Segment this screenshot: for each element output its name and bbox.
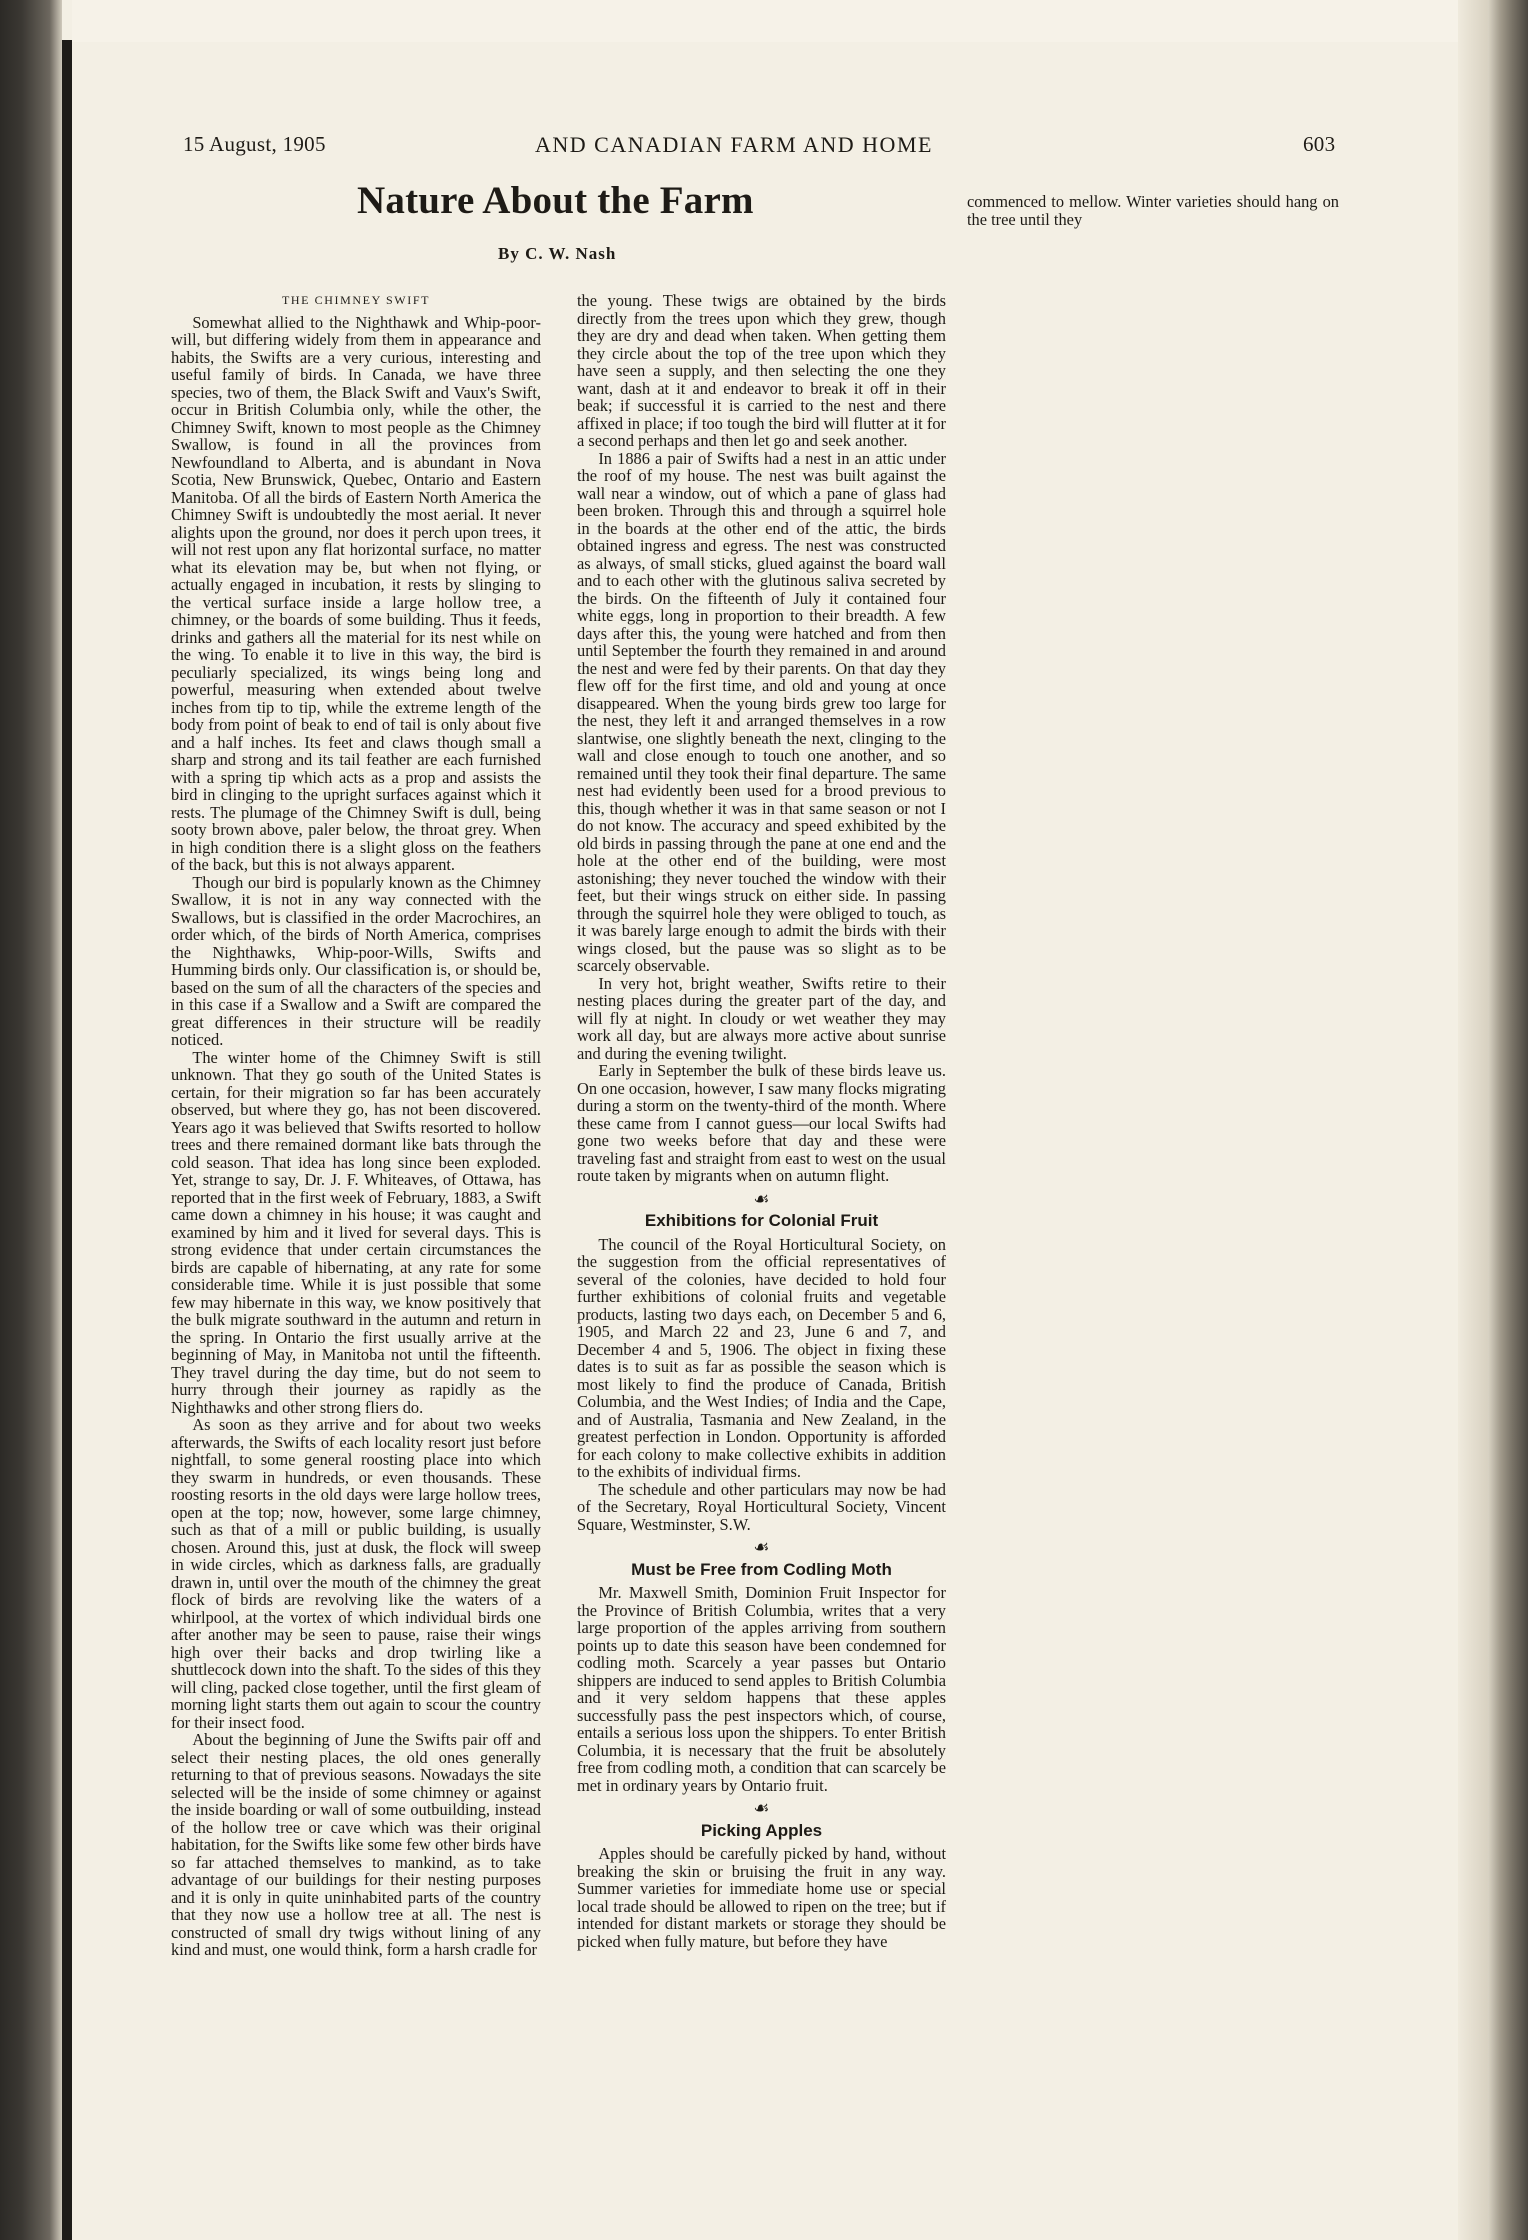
article-subhead: THE CHIMNEY SWIFT — [281, 293, 431, 307]
header-date: 15 August, 1905 — [183, 132, 326, 156]
ornament-divider: ☙ — [753, 1188, 770, 1209]
article-byline: By C. W. Nash — [498, 244, 617, 263]
ornament-divider: ☙ — [753, 1798, 770, 1818]
ornament-divider: ☙ — [753, 1537, 770, 1557]
article-paragraph: As soon as they arrive and for about two weeks afterwards, the Swifts of each locality resort just before nightfall, to some general roosting place into which they swarm in hundreds, or even thousands. These roosting resorts in the old days were large hollow trees, open at the top; now, however, some large chimney, such as that of a mill or public building, is usually chosen. Around this, just at dusk, the flock will sweep in wide circles, which as darkness falls, are gradually drawn in, until over the mouth of the chimney the great flock of birds are revolving like the waters of a whirlpool, at the vortex of which individual birds one after another may be seen to pause, raise their wings high over their backs and drop twirling like a shuttlecock down into the shaft. To the sides of this they will cling, packed close together, until the first gleam of morning light starts them out again to scour the country for their insect food. — [171, 1415, 541, 1732]
picking-paragraph: Apples should be carefully picked by hand, without breaking the skin or bruising the fruit in any way. Summer varieties for immediate home use or special local trade should be allowed to ripen on the tree; but if intended for distant markets or storage they should be picked when fully mature, but before they have — [577, 1844, 946, 1951]
section-heading-exhibitions: Exhibitions for Colonial Fruit — [644, 1211, 879, 1230]
header-publication: AND CANADIAN FARM AND HOME — [535, 132, 933, 157]
column-3 — [967, 193, 1339, 228]
column-2 — [577, 292, 946, 1950]
column-1 — [171, 292, 541, 1959]
article-title: Nature About the Farm — [357, 179, 754, 222]
section-heading-picking: Picking Apples — [700, 1820, 823, 1840]
page-edge-stack — [1488, 0, 1528, 2240]
book-binding — [0, 0, 62, 2240]
article-paragraph: About the beginning of June the Swifts pair off and select their nesting places, the old ones generally returning to that of previous seasons. Nowadays the site selected will be the inside of some chimney or against the inside boarding or wall of some outbuilding, instead of the hollow tree or cave which was their original habitation, for the Swifts like some few other birds have so far attached themselves to mankind, as to take advantage of our buildings for their nesting purposes and it is only in quite uninhabited parts of the country that they now use a hollow tree at all. The nest is constructed of small dry twigs without lining of any kind and must, one would think, form a harsh cradle for — [171, 1730, 541, 1959]
article-paragraph: Somewhat allied to the Nighthawk and Whip-poor-will, but differing widely from them in appearance and habits, the Swifts are a very curious, interesting and useful family of birds. In Canada, we have three species, two of them, the Black Swift and Vaux's Swift, occur in British Columbia only, while the other, the Chimney Swift, known to most people as the Chimney Swallow, is found in all the provinces from Newfoundland to Alberta, and is abundant in Nova Scotia, New Brunswick, Quebec, Ontario and Eastern Manitoba. Of all the birds of Eastern North America the Chimney Swift is undoubtedly the most aerial. It never alights upon the ground, nor does it perch upon trees, it will not rest upon any flat horizontal surface, no matter what its elevation may be, but when not flying, or actually engaged in incubation, it rests by slinging to the vertical surface inside a large hollow tree, a chimney, or the boards of some building. Thus it feeds, drinks and gathers all the material for its nest while on the wing. To enable it to live in this way, the bird is peculiarly specialized, its wings being long and powerful, measuring when extended about twelve inches from tip to tip, while the extreme length of the body from point of beak to end of tail is only about five and a half inches. Its feet and claws though small a sharp and strong and its tail feather are each furnished with a spring tip which acts as a prop and assists the bird in clinging to the upright surfaces against which it rests. The plumage of the Chimney Swift is dull, being sooty brown above, paler below, the throat grey. When in high condition there is a slight gloss on the feathers of the back, but this is not always apparent. — [171, 312, 541, 874]
top-margin — [72, 0, 1458, 42]
article-paragraph: In 1886 a pair of Swifts had a nest in an attic under the roof of my house. The nest was built against the wall near a window, out of which a pane of glass had been broken. Through this and through a squirrel hole in the boards at the other end of the attic, the birds obtained ingress and egress. The nest was constructed as always, of small sticks, glued against the board wall and to each other with the glutinous saliva secreted by the birds. On the fifteenth of July it contained four white eggs, long in proportion to their breadth. A few days after this, the young were hatched and from then until September the fourth they remained in and around the nest and were fed by their parents. On that day they flew off for the first time, and old and young at once disappeared. When the young birds grew too large for the nest, they left it and arranged themselves in a row slantwise, one slightly beneath the next, clinging to the wall and close enough to touch one another, and so remained until they took their final departure. The same nest had evidently been used for a brood previous to this, though whether it was in that same season or not I do not know. The accuracy and speed exhibited by the old birds in passing through the pane at one end and the hole at the other end of the building, were most astonishing; they never touched the window with their feet, but their wings struck on either side. In passing through the squirrel hole they were obliged to touch, as it was barely large enough to admit the birds with their wings closed, but the pause was so slight as to be scarcely observable. — [577, 448, 946, 975]
article-paragraph: Early in September the bulk of these birds leave us. On one occasion, however, I saw many flocks migrating during a storm on the twenty-third of the month. Where these came from I cannot guess—our local Swifts had gone two weeks before that day and these were traveling fast and straight from east to west on the usual route taken by migrants when on autumn flight. — [577, 1061, 946, 1185]
binding-shadow — [62, 40, 72, 2240]
header-page-number: 603 — [1303, 132, 1336, 156]
article-paragraph: the young. These twigs are obtained by the birds directly from the trees upon which they grew, though they are dry and dead when taken. When getting them they circle about the top of the tree upon which they have seen a supply, and then selecting the one they want, dash at it and endeavor to break it off in their beak; if successful it is carried to the nest and there affixed in place; if too tough the bird will flutter at it for a second perhaps and then let go and seek another. — [577, 291, 946, 450]
section-heading-codling: Must be Free from Codling Moth — [631, 1559, 892, 1579]
picking-paragraph: commenced to mellow. Winter varieties should hang on the tree until they — [967, 192, 1339, 229]
article-paragraph: In very hot, bright weather, Swifts retire to their nesting places during the greater part of the day, and will fly at night. In cloudy or wet weather they may work all day, but are always more active about sunrise and during the evening twilight. — [577, 973, 946, 1063]
codling-paragraph: Mr. Maxwell Smith, Dominion Fruit Inspector for the Province of British Columbia, writes that a very large proportion of the apples arriving from southern points up to date this season have been condemned for codling moth. Scarcely a year passes but Ontario shippers are induced to send apples to British Columbia and it very seldom happens that these apples successfully pass the pest inspectors which, of course, entails a serious loss upon the shippers. To enter British Columbia, it is necessary that the fruit be absolutely free from codling moth, a condition that can scarcely be met in ordinary years by Ontario fruit. — [577, 1583, 946, 1795]
article-paragraph: The winter home of the Chimney Swift is still unknown. That they go south of the United States is certain, for their migration so far has been accurately observed, but where they go, has not been discovered. Years ago it was believed that Swifts resorted to hollow trees and there remained dormant like bats through the cold season. That idea has long since been exploded. Yet, strange to say, Dr. J. F. Whiteaves, of Ottawa, has reported that in the first week of February, 1883, a Swift came down a chimney in his house; it was caught and examined by him and it lived for several days. This is strong evidence that under certain circumstances the birds are capable of hibernating, at any rate for some considerable time. While it is just possible that some few may hibernate in this way, we know positively that the bulk migrate southward in the autumn and return in the spring. In Ontario the first usually arrive at the beginning of May, in Manitoba not until the fifteenth. They travel during the day time, but do not seem to hurry through their journey as rapidly as the Nighthawks and other strong fliers do. — [171, 1047, 541, 1417]
exhibitions-paragraph: The schedule and other particulars may now be had of the Secretary, Royal Horticultural Society, Vincent Square, Westminster, S.W. — [577, 1479, 946, 1534]
article-paragraph: Though our bird is popularly known as the Chimney Swallow, it is not in any way connected with the Swallows, but is classified in the order Macrochires, an order which, of the birds of North America, comprises the Nighthawks, Whip-poor-Wills, Swifts and Humming birds only. Our classification is, or should be, based on the sum of all the characters of the species and in this case if a Swallow and a Swift are compared the great differences in their structure will be readily noticed. — [171, 872, 541, 1049]
page-edge-light — [1458, 0, 1488, 2240]
exhibitions-paragraph: The council of the Royal Horticultural Society, on the suggestion from the official representatives of several of the colonies, have decided to hold four further exhibitions of colonial fruits and vegetable products, lasting two days each, on December 5 and 6, 1905, and March 22 and 23, June 6 and 7, and December 4 and 5, 1906. The object in fixing these dates is to suit as far as possible the season which is most likely to find the produce of Canada, British Columbia, and the West Indies; of India and the Cape, and of Australia, Tasmania and New Zealand, in the greatest perfection in London. Opportunity is afforded for each colony to make collective exhibits in addition to the exhibits of individual firms. — [577, 1234, 946, 1481]
